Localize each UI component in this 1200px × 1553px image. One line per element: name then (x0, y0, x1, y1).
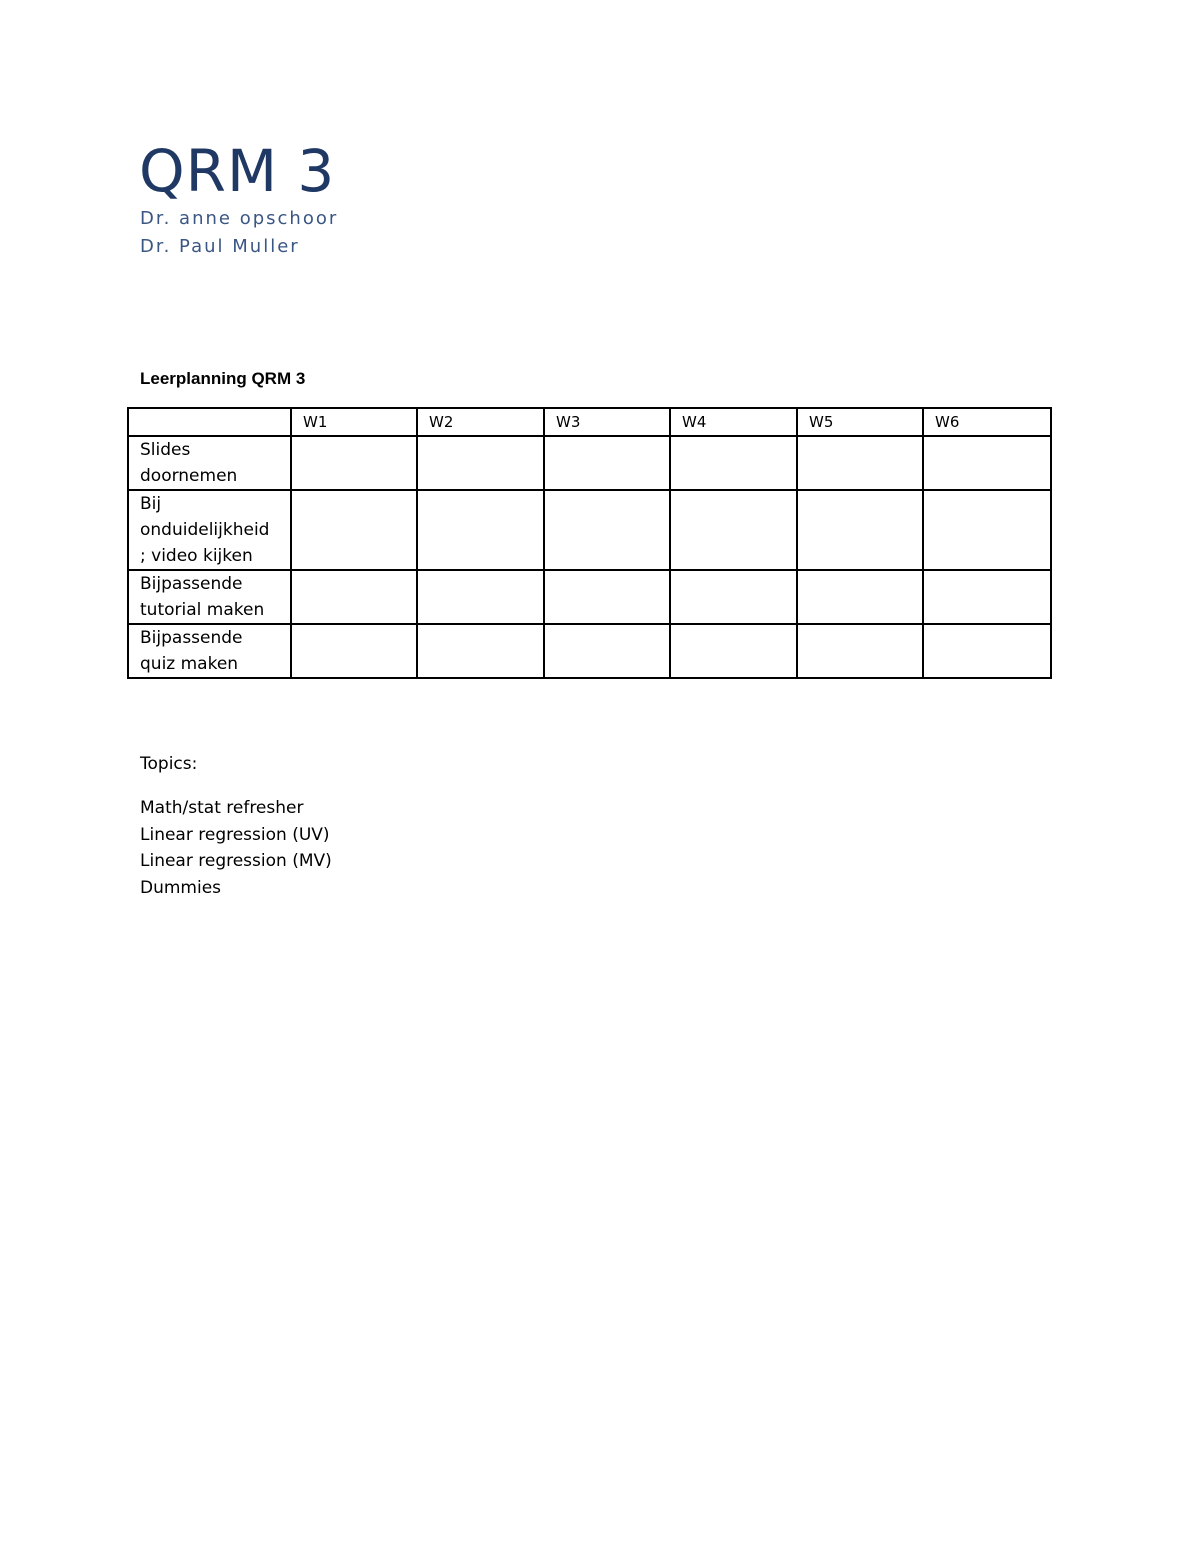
corner-cell (128, 408, 291, 436)
author-line: Dr. anne opschoor (140, 208, 339, 229)
plan-cell (417, 436, 544, 490)
row-label: Slides doornemen (128, 436, 291, 490)
plan-cell (417, 570, 544, 624)
plan-cell (417, 490, 544, 570)
plan-cell (291, 570, 417, 624)
week-header: W2 (417, 408, 544, 436)
study-plan-table (127, 407, 1052, 679)
plan-cell (923, 570, 1051, 624)
plan-cell (544, 436, 670, 490)
plan-cell (797, 436, 923, 490)
table-row (128, 624, 1051, 678)
plan-cell (291, 490, 417, 570)
row-label: Bij onduidelijkheid ; video kijken (128, 490, 291, 570)
topics-list (140, 795, 332, 901)
week-header: W6 (923, 408, 1051, 436)
plan-cell (670, 490, 797, 570)
document-title: QRM 3 (139, 137, 336, 205)
topic-item: Linear regression (UV) (140, 824, 330, 845)
plan-cell (670, 624, 797, 678)
plan-cell (797, 490, 923, 570)
plan-cell (923, 624, 1051, 678)
week-header: W4 (670, 408, 797, 436)
plan-cell (291, 436, 417, 490)
table-row (128, 570, 1051, 624)
topic-item: Math/stat refresher (140, 798, 304, 818)
week-header: W5 (797, 408, 923, 436)
plan-cell (544, 570, 670, 624)
table-row (128, 490, 1051, 570)
week-header: W1 (291, 408, 417, 436)
plan-cell (923, 436, 1051, 490)
plan-cell (544, 624, 670, 678)
plan-cell (544, 490, 670, 570)
plan-cell (797, 624, 923, 678)
plan-cell (923, 490, 1051, 570)
plan-cell (797, 570, 923, 624)
plan-cell (670, 436, 797, 490)
plan-cell (291, 624, 417, 678)
week-header: W3 (544, 408, 670, 436)
topic-item: Dummies (140, 877, 222, 898)
topics-heading: Topics: (140, 754, 198, 774)
row-label: Bijpassende tutorial maken (128, 570, 291, 624)
table-row (128, 436, 1051, 490)
plan-cell (670, 570, 797, 624)
plan-cell (417, 624, 544, 678)
table-header-row (128, 408, 1051, 436)
row-label: Bijpassende quiz maken (128, 624, 291, 678)
authors (140, 205, 338, 261)
author-line: Dr. Paul Muller (140, 236, 300, 257)
topic-item: Linear regression (MV) (140, 851, 332, 871)
plan-heading: Leerplanning QRM 3 (140, 369, 306, 388)
